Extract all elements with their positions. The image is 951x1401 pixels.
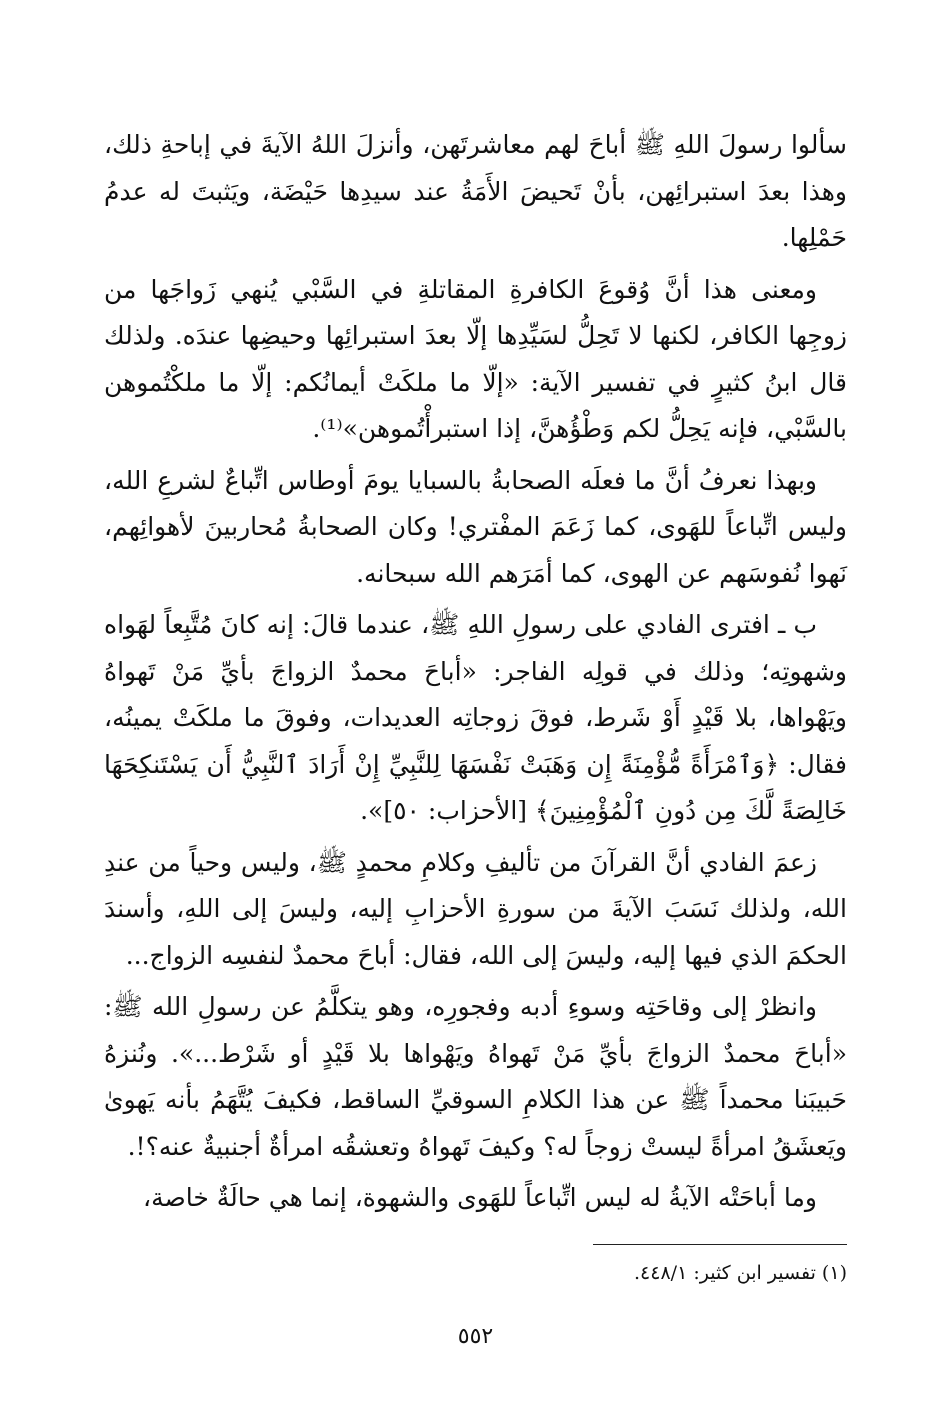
paragraph-5: زعمَ الفادي أنَّ القرآنَ من تأليفِ وكلامِ محمدٍ ﷺ، وليس وحياً من عندِ الله، ولذلك نَسَبَ الآيةَ من سورةِ الأحزابِ إليه، وليسَ إلى اللهِ، وأسندَ الحكمَ الذي فيها إليه، وليسَ إلى الله، فقال: أباحَ محمدٌ لنفسِه الزواج... bbox=[104, 847, 847, 970]
paragraph-6: وانظرْ إلى وقاحَتِه وسوءِ أدبه وفجورِه، وهو يتكلَّمُ عن رسولِ الله ﷺ: «أباحَ محمدٌ الزواجَ بأيِّ مَنْ تَهواهُ ويَهْواها بلا قَيْدٍ أو شَرْط...». ونُنزهُ حَبيبَنا محمداً ﷺ عن هذا الكلامِ السوقيِّ الساقط، فكيفَ يُتَّهَمُ بأنه يَهوىٰ ويَعشَقُ امرأةً ليستْ زوجاً له؟ وكيفَ تَهواهُ وتعشقُه امرأةٌ أجنبيةٌ عنه؟!. bbox=[104, 992, 847, 1161]
paragraph-3: وبهذا نعرفُ أنَّ ما فعلَه الصحابةُ بالسبايا يومَ أوطاس اتِّباعٌ لشرعِ الله، وليس اتِّباعاً للهَوى، كما زَعَمَ المفْتري! وكان الصحابةُ مُحاربينَ لأهوائِهم، نَهوا نُفوسَهم عن الهوى، كما أمَرَهم الله سبحانه. bbox=[104, 465, 847, 588]
paragraph-1: سألوا رسولَ اللهِ ﷺ أباحَ لهم معاشرتَهن، وأنزلَ اللهُ الآيةَ في إباحةِ ذلك، وهذا بعدَ استبرائِهن، بأنْ تَحيضَ الأَمَةُ عند سيدِها حَيْضَة، ويَثبتَ له عدمُ حَمْلِها. bbox=[104, 130, 847, 252]
paragraph-2: ومعنى هذا أنَّ وُقوعَ الكافرةِ المقاتلةِ في السَّبْي يُنهي زَواجَها من زوجِها الكافر، لكنها لا تَحِلُّ لسَيِّدِها إلّا بعدَ استبرائِها وحيضِها عندَه. ولذلك قال ابنُ كثيرٍ في تفسير الآية: «إلّا ما ملكَتْ أيمانُكم: إلّا ما ملكْتُموهن بالسَّبْي، فإنه يَحِلُّ لكم وَطْؤُهنَّ، إذا استبرأْتُموهن»⁽¹⁾. bbox=[104, 274, 847, 443]
footnote-divider bbox=[593, 1244, 847, 1245]
body-text bbox=[104, 122, 847, 1222]
paragraph-7: وما أباحَتْه الآيةُ له ليس اتِّباعاً للهَوى والشهوة، إنما هي حالَةٌ خاصة، bbox=[143, 1183, 817, 1212]
paragraph-4: ب ـ افترى الفادي على رسولِ اللهِ ﷺ، عندما قالَ: إنه كانَ مُتَّبِعاً لهَواه وشهوتِه؛ وذلك في قولِه الفاجر: «أباحَ محمدٌ الزواجَ بأيِّ مَنْ تَهواهُ ويَهْواها، بلا قَيْدٍ أَوْ شَرط، فوقَ زوجاتِه العديدات، وفوقَ ما ملكَتْ يمينُه، فقال: ﴿وَٱمْرَأَةً مُّؤْمِنَةً إِن وَهَبَتْ نَفْسَهَا لِلنَّبِيِّ إِنْ أَرَادَ ٱلنَّبِيُّ أَن يَسْتَنكِحَهَا خَالِصَةً لَّكَ مِن دُونِ ٱلْمُؤْمِنِينَ﴾ [الأحزاب: ٥٠]». bbox=[104, 610, 847, 825]
page-number: ٥٥٢ bbox=[457, 1324, 494, 1349]
footnote: (١) تفسير ابن كثير: ٤٤٨/١. bbox=[634, 1262, 847, 1284]
